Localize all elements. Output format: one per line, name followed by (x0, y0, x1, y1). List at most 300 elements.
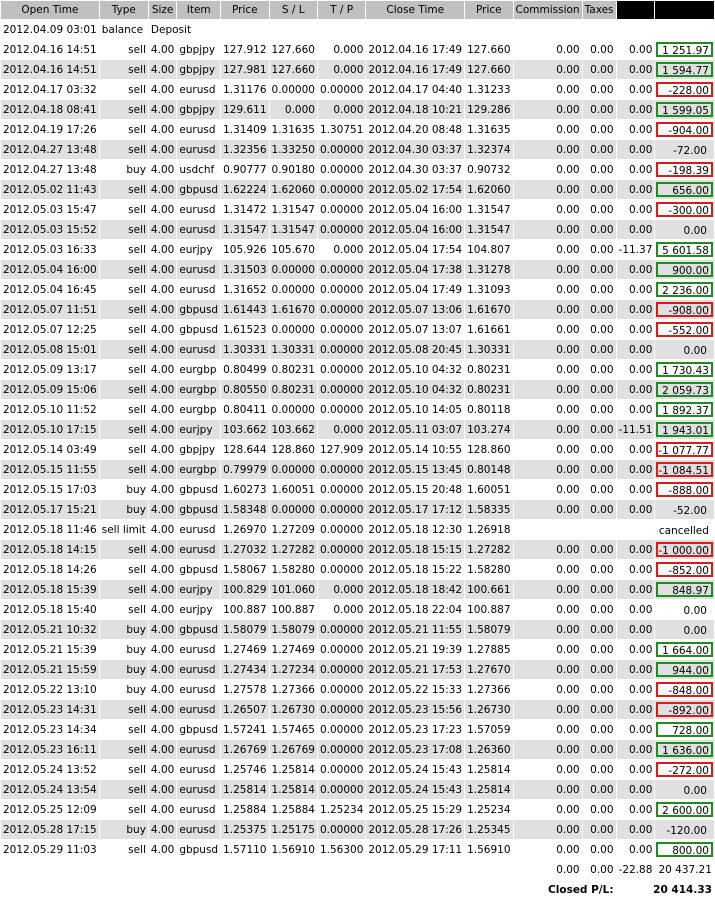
cell-swap: 0.00 (617, 60, 655, 79)
cell-close-time: 2012.05.29 17:11 (368, 843, 463, 856)
cell-close-price: 1.31547 (467, 203, 511, 216)
profit-value: -904.00 (656, 122, 713, 137)
cell-tp: 0.00000 (318, 780, 365, 799)
cell-swap: 0.00 (617, 620, 655, 639)
table-row[interactable] (1, 620, 714, 639)
table-row[interactable] (1, 200, 714, 219)
cell-close-time: 2012.05.23 17:23 (368, 723, 463, 736)
cell-profit (655, 620, 714, 639)
profit-value: -228.00 (656, 82, 713, 97)
cell-item: eurusd (177, 220, 220, 239)
cell-size: 4.00 (149, 500, 176, 519)
col-sl[interactable]: S / L (270, 1, 317, 19)
cell-close-time: 2012.05.18 15:22 (368, 563, 463, 576)
cell-taxes: 0.00 (590, 563, 614, 576)
cell-swap: 0.00 (629, 843, 653, 856)
cell-profit (655, 540, 714, 559)
table-row[interactable] (1, 660, 714, 679)
cell-type: sell (128, 283, 146, 296)
cell-sl: 1.30331 (270, 340, 317, 359)
cell-close-price: 0.80231 (465, 380, 512, 399)
cell-close-time: 2012.05.04 17:54 (368, 243, 463, 256)
cell-sl: 103.662 (270, 420, 317, 439)
cell-close-price: 1.27670 (465, 660, 512, 679)
cell-open-time: 2012.05.23 14:34 (3, 723, 97, 736)
cell-taxes: 0.00 (590, 123, 614, 136)
cell-price: 1.60273 (223, 483, 267, 496)
cell-size: 4.00 (150, 163, 175, 176)
cell-tp: 0.00000 (318, 740, 365, 759)
cell-size: 4.00 (149, 580, 176, 599)
cell-commission: 0.00 (556, 83, 580, 96)
cell-price: 1.26970 (223, 523, 267, 536)
cell-close-price: 1.30331 (465, 340, 512, 359)
cell-profit (655, 120, 714, 139)
cell-sl: 0.00000 (270, 260, 317, 279)
cell-close-time: 2012.05.10 04:32 (368, 363, 463, 376)
col-profit[interactable] (655, 1, 714, 19)
cell-price: 0.80550 (221, 380, 268, 399)
col-swap[interactable] (617, 1, 655, 19)
total-profit: 20 437.21 (658, 863, 712, 876)
cell-close-price: 1.27885 (467, 643, 511, 656)
cell-close-time: 2012.05.23 15:56 (366, 700, 464, 719)
cell-profit (655, 180, 714, 199)
table-row[interactable] (1, 440, 714, 459)
cell-profit (655, 140, 714, 159)
cell-tp: 0.00000 (319, 363, 364, 376)
cell-close-price: 0.90732 (467, 163, 511, 176)
cell-swap: 0.00 (629, 363, 653, 376)
cell-type: buy (126, 643, 146, 656)
balance-comment: Deposit (150, 23, 192, 36)
cell-profit (655, 760, 714, 779)
cell-sl: 105.670 (271, 243, 315, 256)
table-row[interactable] (1, 640, 714, 659)
cell-swap: 0.00 (617, 500, 655, 519)
profit-value: 2 236.00 (656, 282, 713, 297)
table-row[interactable] (1, 280, 714, 299)
table-row[interactable] (1, 320, 714, 339)
cell-close-price: 129.286 (465, 100, 512, 119)
cell-profit (655, 360, 714, 379)
table-row[interactable] (1, 540, 714, 559)
cell-type: sell (100, 260, 148, 279)
cell-price: 1.58348 (221, 500, 268, 519)
col-close-time[interactable]: Close Time (366, 1, 464, 19)
cell-taxes: 0.00 (590, 43, 614, 56)
cell-sl: 1.33250 (270, 140, 317, 159)
table-row[interactable] (1, 80, 714, 99)
cell-tp: 0.00000 (318, 500, 365, 519)
cell-price: 1.27469 (223, 643, 267, 656)
cell-open-time: 2012.04.19 17:26 (3, 123, 97, 136)
cell-item: gbpusd (177, 180, 220, 199)
cell-close-time: 2012.05.23 17:08 (366, 740, 464, 759)
table-row[interactable] (1, 580, 714, 599)
cell-taxes: 0.00 (590, 683, 614, 696)
cell-sl: 1.62060 (270, 180, 317, 199)
cell-commission: 0.00 (514, 260, 582, 279)
cell-close-price: 1.62060 (465, 180, 512, 199)
cell-taxes: 0.00 (583, 260, 616, 279)
cell-profit (655, 780, 714, 799)
table-row[interactable] (1, 240, 714, 259)
cell-tp: 0.000 (333, 243, 364, 256)
table-row[interactable] (1, 480, 714, 499)
cell-close-price: 1.25814 (467, 763, 511, 776)
cell-profit (655, 600, 714, 619)
cell-swap: 0.00 (629, 163, 653, 176)
table-row[interactable] (1, 780, 714, 799)
cell-sl: 0.90180 (271, 163, 315, 176)
cell-taxes: 0.00 (590, 403, 614, 416)
col-commission[interactable]: Commission (514, 1, 582, 19)
cell-profit (655, 520, 714, 539)
col-tp[interactable]: T / P (318, 1, 365, 19)
table-row[interactable] (1, 800, 714, 819)
cell-close-time: 2012.05.17 17:12 (366, 500, 464, 519)
cell-taxes: 0.00 (590, 163, 614, 176)
profit-value: 0.00 (683, 625, 707, 637)
profit-value: -552.00 (656, 322, 713, 337)
table-row[interactable] (1, 140, 714, 159)
cell-type: sell (100, 460, 148, 479)
cell-item: eurgbp (177, 460, 220, 479)
cell-commission (514, 520, 582, 539)
cell-item: eurjpy (177, 580, 220, 599)
cell-item: gbpusd (179, 723, 219, 736)
cell-type: buy (100, 620, 148, 639)
cell-close-time: 2012.05.07 13:07 (368, 323, 463, 336)
total-commission: 0.00 (556, 863, 580, 876)
cell-tp: 0.000 (333, 43, 364, 56)
cell-size: 4.00 (150, 443, 175, 456)
profit-value: 2 600.00 (656, 802, 713, 817)
cell-tp: 0.000 (333, 603, 364, 616)
table-row[interactable] (1, 340, 714, 359)
cell-commission: 0.00 (514, 180, 582, 199)
cell-profit (655, 100, 714, 119)
cell-tp: 0.00000 (319, 643, 364, 656)
cell-price: 1.27434 (221, 660, 268, 679)
cell-tp: 1.25234 (319, 803, 364, 816)
cell-item: eurusd (179, 803, 216, 816)
cell-open-time: 2012.05.14 03:49 (3, 443, 97, 456)
cell-close-time: 2012.05.07 13:06 (366, 300, 464, 319)
cell-close-time: 2012.04.17 04:40 (368, 83, 463, 96)
cell-item: gbpjpy (177, 100, 220, 119)
cell-swap: -11.37 (618, 243, 653, 256)
cell-item: eurusd (179, 763, 216, 776)
cell-tp: 0.00000 (318, 460, 365, 479)
table-row[interactable] (1, 520, 714, 539)
cell-taxes (583, 520, 616, 539)
cell-item: eurgbp (177, 380, 220, 399)
cell-open-time: 2012.05.10 17:15 (1, 420, 99, 439)
cell-taxes: 0.00 (583, 500, 616, 519)
table-row[interactable] (1, 760, 714, 779)
cell-sl: 0.80231 (270, 380, 317, 399)
cell-item: eurusd (177, 740, 220, 759)
cell-price: 1.31176 (223, 83, 267, 96)
cell-swap: 0.00 (629, 283, 653, 296)
cell-profit (655, 240, 714, 259)
cell-tp: 0.00000 (319, 763, 364, 776)
cell-commission: 0.00 (556, 443, 580, 456)
cell-size: 4.00 (150, 803, 175, 816)
table-row[interactable] (1, 720, 714, 739)
profit-value: -1 077.77 (656, 442, 713, 457)
cell-type: sell (128, 443, 146, 456)
cell-open-time: 2012.04.16 14:51 (3, 43, 97, 56)
cell-close-time: 2012.05.04 17:49 (368, 283, 463, 296)
cell-profit (655, 380, 714, 399)
table-row[interactable] (1, 820, 714, 839)
cell-type: buy (100, 820, 148, 839)
cell-commission: 0.00 (556, 643, 580, 656)
table-row[interactable] (1, 460, 714, 479)
cell-type: buy (126, 683, 146, 696)
cell-commission: 0.00 (514, 140, 582, 159)
cell-close-price: 1.31635 (467, 123, 511, 136)
table-row[interactable] (1, 680, 714, 699)
cell-item: eurusd (177, 140, 220, 159)
cell-sl: 0.00000 (270, 460, 317, 479)
cell-close-price: 0.80118 (467, 403, 511, 416)
cell-taxes: 0.00 (590, 483, 614, 496)
table-row[interactable] (1, 600, 714, 619)
cell-size: 4.00 (149, 660, 176, 679)
col-type[interactable]: Type (100, 1, 148, 19)
table-row[interactable] (1, 260, 714, 279)
cell-commission: 0.00 (556, 483, 580, 496)
cell-swap: 0.00 (629, 203, 653, 216)
cell-tp: 0.00000 (319, 163, 364, 176)
cell-tp: 0.00000 (318, 540, 365, 559)
cell-item: eurusd (179, 523, 216, 536)
cell-taxes: 0.00 (583, 700, 616, 719)
table-row[interactable] (1, 100, 714, 119)
cell-taxes: 0.00 (583, 820, 616, 839)
cell-commission: 0.00 (514, 220, 582, 239)
cell-price: 0.79979 (221, 460, 268, 479)
cell-sl: 1.56910 (271, 843, 315, 856)
profit-value: -848.00 (656, 682, 713, 697)
cell-close-time: 2012.05.14 10:55 (368, 443, 463, 456)
cell-commission: 0.00 (514, 460, 582, 479)
cell-close-time: 2012.04.20 08:48 (368, 123, 463, 136)
cell-item: eurusd (177, 780, 220, 799)
cell-commission: 0.00 (556, 323, 580, 336)
cell-swap: 0.00 (617, 180, 655, 199)
col-size[interactable]: Size (149, 1, 176, 19)
cell-commission: 0.00 (514, 700, 582, 719)
table-row[interactable] (1, 300, 714, 319)
cell-swap: 0.00 (617, 260, 655, 279)
col-item[interactable]: Item (177, 1, 220, 19)
cell-item: gbpusd (179, 323, 219, 336)
cell-commission: 0.00 (556, 723, 580, 736)
cell-close-price: 127.660 (467, 43, 511, 56)
cell-close-time: 2012.05.02 17:54 (366, 180, 464, 199)
cell-taxes: 0.00 (590, 603, 614, 616)
col-taxes[interactable]: Taxes (583, 1, 616, 19)
cell-open-time: 2012.04.27 13:48 (1, 140, 99, 159)
cell-type: sell (128, 363, 146, 376)
cell-price: 1.25884 (223, 803, 267, 816)
cell-taxes: 0.00 (590, 203, 614, 216)
cell-item: eurusd (177, 540, 220, 559)
cell-taxes: 0.00 (590, 443, 614, 456)
cell-profit (655, 320, 714, 339)
cell-size: 4.00 (150, 483, 175, 496)
table-row[interactable] (1, 400, 714, 419)
cell-open-time: 2012.05.24 13:54 (1, 780, 99, 799)
table-row[interactable] (1, 560, 714, 579)
cell-close-price: 1.25814 (465, 780, 512, 799)
cell-price: 103.662 (221, 420, 268, 439)
cell-taxes: 0.00 (590, 363, 614, 376)
profit-value: 5 601.58 (656, 242, 713, 257)
cell-tp: 0.00000 (319, 323, 364, 336)
cell-close-price: 1.31547 (465, 220, 512, 239)
cell-tp: 0.00000 (318, 260, 365, 279)
cell-swap: 0.00 (617, 100, 655, 119)
cell-size: 4.00 (150, 83, 175, 96)
table-row[interactable] (1, 380, 714, 399)
cell-price: 1.31472 (223, 203, 267, 216)
profit-value: -52.00 (673, 505, 707, 517)
cell-open-time: 2012.05.03 16:33 (3, 243, 97, 256)
cell-item: eurusd (179, 83, 216, 96)
cell-commission: 0.00 (514, 820, 582, 839)
cell-price: 105.926 (223, 243, 267, 256)
cell-item: eurusd (179, 643, 216, 656)
cell-item: gbpusd (177, 500, 220, 519)
cell-tp: 0.00000 (319, 563, 364, 576)
profit-value: 728.00 (656, 722, 713, 737)
cell-profit (655, 560, 714, 579)
cell-price: 127.912 (223, 43, 267, 56)
cell-commission: 0.00 (514, 300, 582, 319)
cell-sl: 1.26769 (270, 740, 317, 759)
table-row[interactable] (1, 180, 714, 199)
cell-size: 4.00 (150, 683, 175, 696)
cell-item: eurgbp (179, 363, 217, 376)
cell-swap: 0.00 (617, 700, 655, 719)
cell-size: 4.00 (149, 700, 176, 719)
cell-close-price: 1.26730 (465, 700, 512, 719)
cell-type: sell (128, 43, 146, 56)
profit-value: -892.00 (656, 702, 713, 717)
cell-taxes: 0.00 (583, 180, 616, 199)
cell-sl: 1.25175 (270, 820, 317, 839)
cell-profit (655, 300, 714, 319)
table-row[interactable] (1, 160, 714, 179)
cell-price: 1.27032 (221, 540, 268, 559)
table-row[interactable] (1, 420, 714, 439)
cell-price: 0.80411 (223, 403, 267, 416)
cell-swap: 0.00 (629, 43, 653, 56)
cell-taxes: 0.00 (590, 83, 614, 96)
table-row[interactable] (1, 360, 714, 379)
cell-open-time: 2012.04.27 13:48 (3, 163, 97, 176)
profit-value: 1 636.00 (656, 742, 713, 757)
table-row[interactable] (1, 40, 714, 59)
cell-type: sell (100, 540, 148, 559)
cell-taxes: 0.00 (583, 460, 616, 479)
col-open-time[interactable]: Open Time (1, 1, 99, 19)
cell-sl: 0.00000 (270, 500, 317, 519)
cell-open-time: 2012.04.17 03:32 (3, 83, 97, 96)
cell-close-time: 2012.04.30 03:37 (366, 140, 464, 159)
cell-price: 1.25746 (223, 763, 267, 776)
table-row[interactable] (1, 700, 714, 719)
table-row[interactable] (1, 220, 714, 239)
cell-taxes: 0.00 (583, 220, 616, 239)
cell-open-time: 2012.05.18 15:39 (1, 580, 99, 599)
cell-open-time: 2012.05.02 11:43 (1, 180, 99, 199)
cell-taxes: 0.00 (583, 580, 616, 599)
cell-sl: 0.000 (270, 100, 317, 119)
cell-price: 1.25814 (221, 780, 268, 799)
cell-open-time: 2012.05.17 15:21 (1, 500, 99, 519)
cell-close-price: 1.61661 (467, 323, 511, 336)
cell-close-time: 2012.04.16 17:49 (368, 43, 463, 56)
cell-open-time: 2012.05.04 16:00 (1, 260, 99, 279)
cell-profit (655, 840, 714, 859)
cell-size: 4.00 (149, 540, 176, 559)
profit-value: cancelled (658, 525, 709, 537)
table-row[interactable] (1, 500, 714, 519)
cell-price: 1.58067 (223, 563, 267, 576)
cell-open-time: 2012.05.22 13:10 (3, 683, 97, 696)
cell-swap: 0.00 (617, 540, 655, 559)
cell-size: 4.00 (150, 643, 175, 656)
cell-close-time: 2012.05.22 15:33 (368, 683, 463, 696)
cell-sl: 127.660 (270, 60, 317, 79)
cell-swap: 0.00 (629, 323, 653, 336)
cell-profit (655, 200, 714, 219)
cell-taxes: 0.00 (590, 283, 614, 296)
cell-open-time: 2012.05.28 17:15 (1, 820, 99, 839)
cell-close-price: 1.60051 (467, 483, 511, 496)
table-row[interactable] (1, 60, 714, 79)
col-close-price[interactable]: Price (465, 1, 512, 19)
cell-size: 4.00 (150, 603, 175, 616)
table-row[interactable] (1, 840, 714, 859)
table-row[interactable] (1, 740, 714, 759)
cell-close-time: 2012.05.18 22:04 (368, 603, 463, 616)
cell-price: 1.31652 (223, 283, 267, 296)
cell-open-time: 2012.05.09 15:06 (1, 380, 99, 399)
cell-close-time: 2012.05.28 17:26 (366, 820, 464, 839)
cell-type: sell (100, 580, 148, 599)
col-price[interactable]: Price (221, 1, 268, 19)
cell-item: eurgbp (179, 403, 217, 416)
cell-commission: 0.00 (556, 763, 580, 776)
total-taxes: 0.00 (590, 863, 614, 876)
cell-sl: 1.61670 (270, 300, 317, 319)
cell-price: 1.26507 (221, 700, 268, 719)
cell-open-time: 2012.05.04 16:45 (3, 283, 97, 296)
cell-size: 4.00 (149, 780, 176, 799)
cell-close-time: 2012.05.25 15:29 (368, 803, 463, 816)
table-row[interactable] (1, 120, 714, 139)
cell-sl: 1.58280 (271, 563, 315, 576)
profit-value: 1 730.43 (656, 362, 713, 377)
